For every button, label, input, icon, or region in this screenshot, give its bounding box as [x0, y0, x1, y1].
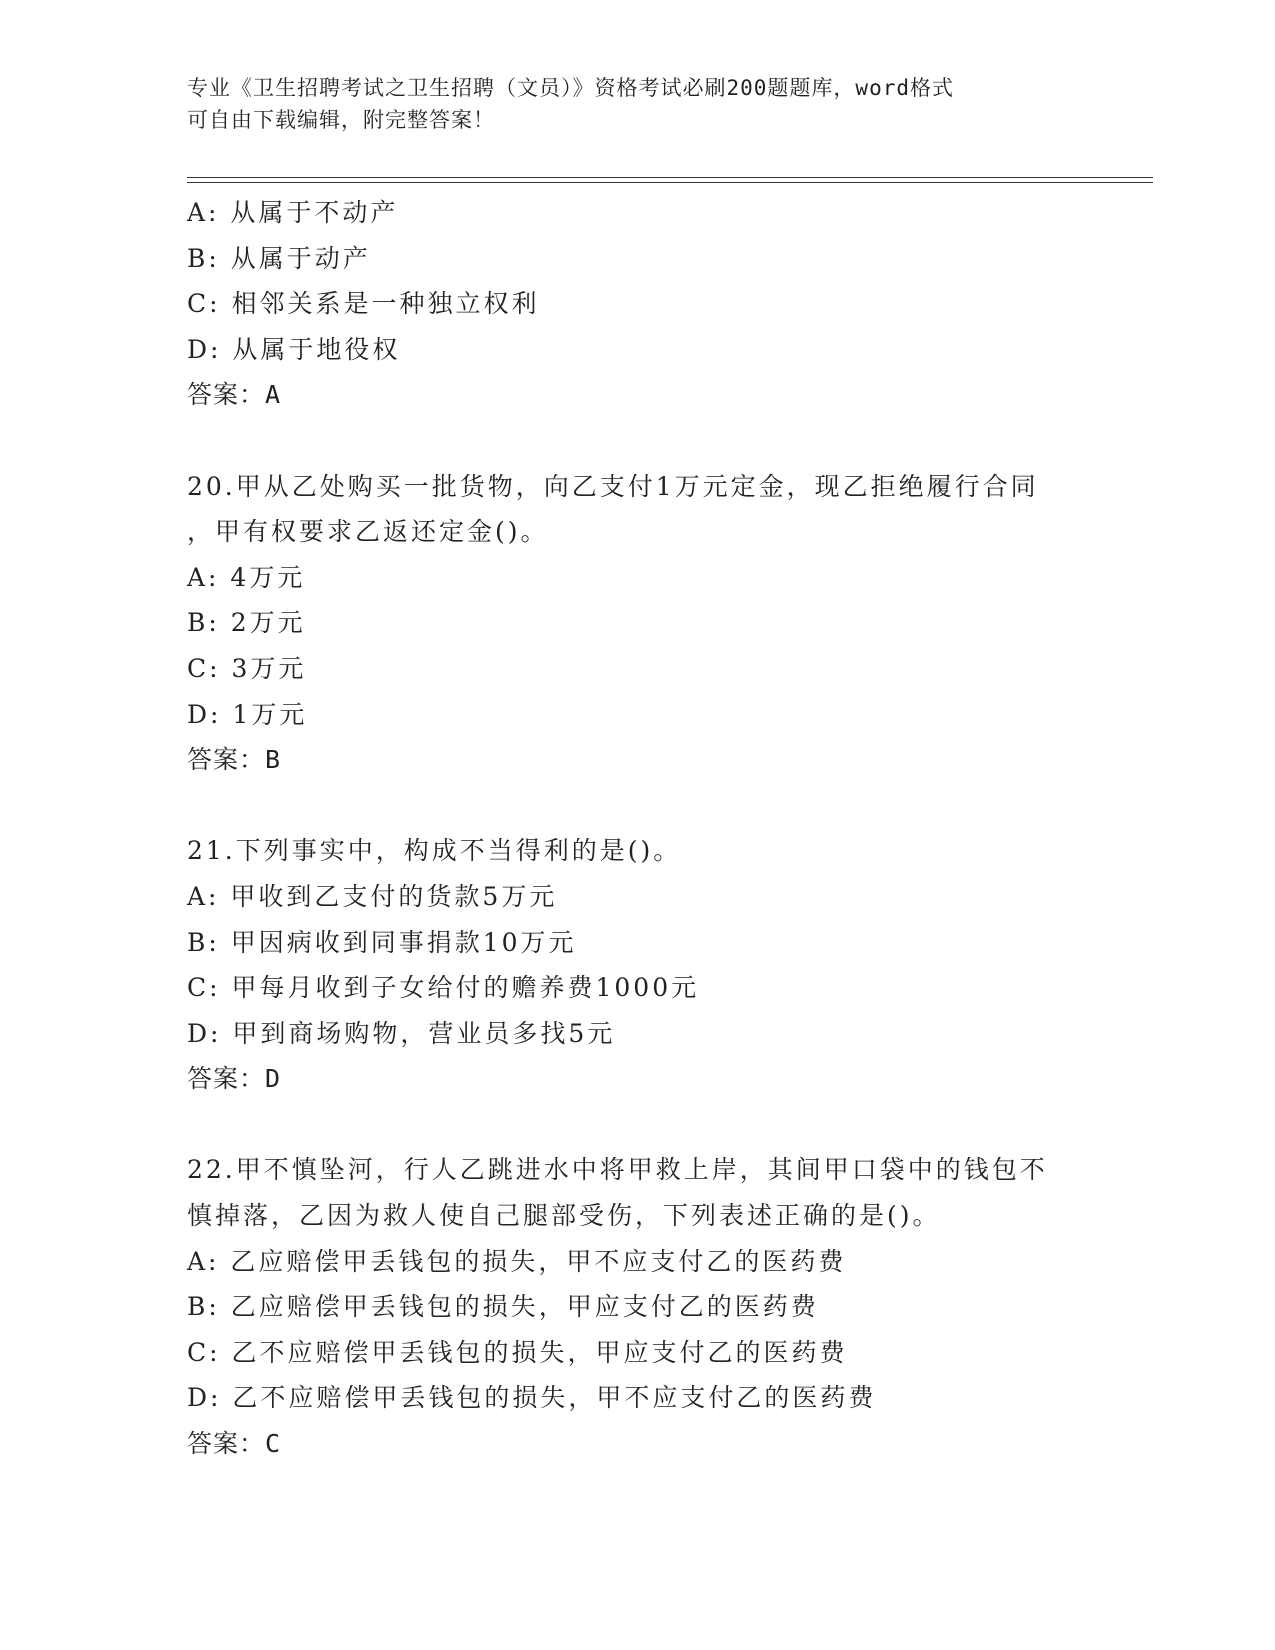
answer-label: 答案： [187, 1429, 266, 1459]
option-c: C: 相邻关系是一种独立权利 [187, 289, 540, 319]
option-b: B: 甲因病收到同事捐款10万元 [187, 927, 577, 957]
answer-value: D [265, 1064, 282, 1094]
question-stem-line-2: 慎掉落，乙因为救人使自己腿部受伤，下列表述正确的是()。 [187, 1201, 941, 1231]
option-d: D: 从属于地役权 [187, 334, 401, 364]
option-d: D: 乙不应赔偿甲丢钱包的损失，甲不应支付乙的医药费 [187, 1383, 877, 1413]
answer-value: B [265, 745, 282, 775]
header-rule-top [187, 177, 1153, 178]
question-spacer [187, 1102, 1137, 1148]
header-title-line-1: 专业《卫生招聘考试之卫生招聘（文员）》资格考试必刷200题题库，word格式 [187, 76, 954, 100]
question-21 [187, 828, 1137, 1102]
answer-label: 答案： [187, 745, 266, 775]
question-stem-line-1: 21.下列事实中，构成不当得利的是()。 [187, 836, 682, 866]
option-d: D: 甲到商场购物，营业员多找5元 [187, 1018, 616, 1048]
answer-value: C [265, 1429, 282, 1459]
header-title-line-2: 可自由下载编辑，附完整答案！ [187, 108, 495, 132]
answer-line [187, 737, 1137, 783]
option-a: A: 从属于不动产 [187, 198, 399, 227]
answer-line [187, 1056, 1137, 1102]
option-a: A: 4万元 [187, 562, 306, 592]
header-rule-bottom [187, 182, 1153, 183]
option-b: B: 2万元 [187, 608, 306, 638]
question-list [187, 190, 1137, 1467]
question-19 [187, 190, 1137, 418]
question-stem-line-2: ，甲有权要求乙返还定金()。 [187, 517, 549, 547]
answer-value: A [265, 380, 282, 410]
answer-label: 答案： [187, 1064, 266, 1094]
option-a: A: 甲收到乙支付的货款5万元 [187, 881, 558, 911]
option-b: B: 乙应赔偿甲丢钱包的损失，甲应支付乙的医药费 [187, 1292, 819, 1322]
option-c: C: 乙不应赔偿甲丢钱包的损失，甲应支付乙的医药费 [187, 1337, 848, 1367]
option-c: C: 甲每月收到子女给付的赡养费1000元 [187, 973, 700, 1003]
answer-line [187, 372, 1137, 418]
option-d: D: 1万元 [187, 699, 308, 729]
question-stem-line-1: 22.甲不慎坠河，行人乙跳进水中将甲救上岸，其间甲口袋中的钱包不 [187, 1155, 1048, 1185]
question-stem-line-1: 20.甲从乙处购买一批货物，向乙支付1万元定金，现乙拒绝履行合同 [187, 471, 1039, 501]
question-20 [187, 464, 1137, 783]
option-c: C: 3万元 [187, 653, 307, 683]
answer-line [187, 1421, 1137, 1467]
answer-label: 答案： [187, 380, 266, 410]
option-a: A: 乙应赔偿甲丢钱包的损失，甲不应支付乙的医药费 [187, 1246, 847, 1276]
question-spacer [187, 783, 1137, 829]
document-header [187, 72, 1087, 136]
option-b: B: 从属于动产 [187, 243, 371, 273]
question-22 [187, 1147, 1137, 1466]
question-spacer [187, 418, 1137, 464]
